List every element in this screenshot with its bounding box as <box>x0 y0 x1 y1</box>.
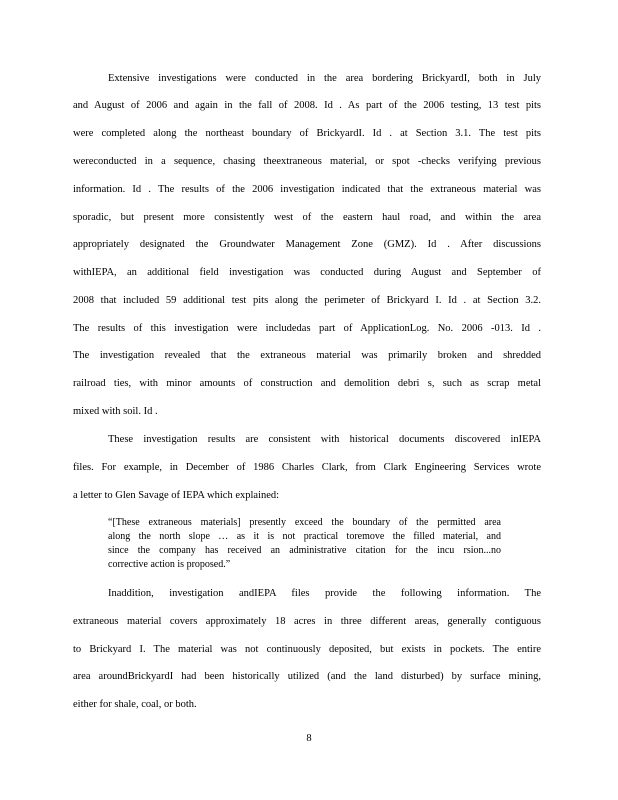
paragraph-3-line-1: Inaddition, investigation andIEPA files provide the following information. The <box>108 588 541 599</box>
paragraph-1-line-1: Extensive investigations were conducted in the area bordering BrickyardI, both in July <box>108 73 541 84</box>
paragraph-3-line-3: to Brickyard I. The material was not continuously deposited, but exists in pockets. The entire <box>73 644 541 655</box>
paragraph-1-line-5: information. Id . The results of the 2006 investigation indicated that the extraneous material was <box>73 184 541 195</box>
paragraph-1-line-13: mixed with soil. Id . <box>73 406 158 417</box>
block-quote-line-1: “[These extraneous materials] presently exceed the boundary of the permitted area <box>108 517 501 528</box>
paragraph-2-line-3: a letter to Glen Savage of IEPA which explained: <box>73 490 280 501</box>
block-quote-line-4: corrective action is proposed.” <box>108 559 231 570</box>
paragraph-1-line-8: withIEPA, an additional field investigation was conducted during August and September of <box>73 267 541 278</box>
paragraph-1-line-9: 2008 that included 59 additional test pits along the perimeter of Brickyard I. Id . at Section 3.2. <box>73 295 541 306</box>
paragraph-3-line-2: extraneous material covers approximately 18 acres in three different areas, generally contiguous <box>73 616 541 627</box>
block-quote-line-2: along the north slope … as it is not practical toremove the filled material, and <box>108 531 501 542</box>
paragraph-1-line-3: were completed along the northeast boundary of BrickyardI. Id . at Section 3.1. The test pits <box>73 128 541 139</box>
block-quote-line-3: since the company has received an administrative citation for the incu rsion...no <box>108 545 501 556</box>
paragraph-1-line-10: The results of this investigation were includedas part of ApplicationLog. No. 2006 -013. Id . <box>73 323 541 334</box>
paragraph-1-line-4: wereconducted in a sequence, chasing theextraneous material, or spot -checks verifying previous <box>73 156 541 167</box>
paragraph-2-line-1: These investigation results are consistent with historical documents discovered inIEPA <box>108 434 541 445</box>
paragraph-3-line-5: either for shale, coal, or both. <box>73 699 197 710</box>
paragraph-1-line-2: and August of 2006 and again in the fall of 2008. Id . As part of the 2006 testing, 13 test pits <box>73 100 541 111</box>
paragraph-3-line-4: area aroundBrickyardI had been historically utilized (and the land disturbed) by surface mining, <box>73 671 541 682</box>
paragraph-2-line-2: files. For example, in December of 1986 Charles Clark, from Clark Engineering Services wrote <box>73 462 541 473</box>
paragraph-1-line-11: The investigation revealed that the extraneous material was primarily broken and shredded <box>73 350 541 361</box>
paragraph-1-line-12: railroad ties, with minor amounts of construction and demolition debri s, such as scrap metal <box>73 378 541 389</box>
page-number: 8 <box>306 733 312 744</box>
paragraph-1-line-7: appropriately designated the Groundwater Management Zone (GMZ). Id . After discussions <box>73 239 541 250</box>
paragraph-1-line-6: sporadic, but present more consistently west of the eastern haul road, and within the area <box>73 212 541 223</box>
